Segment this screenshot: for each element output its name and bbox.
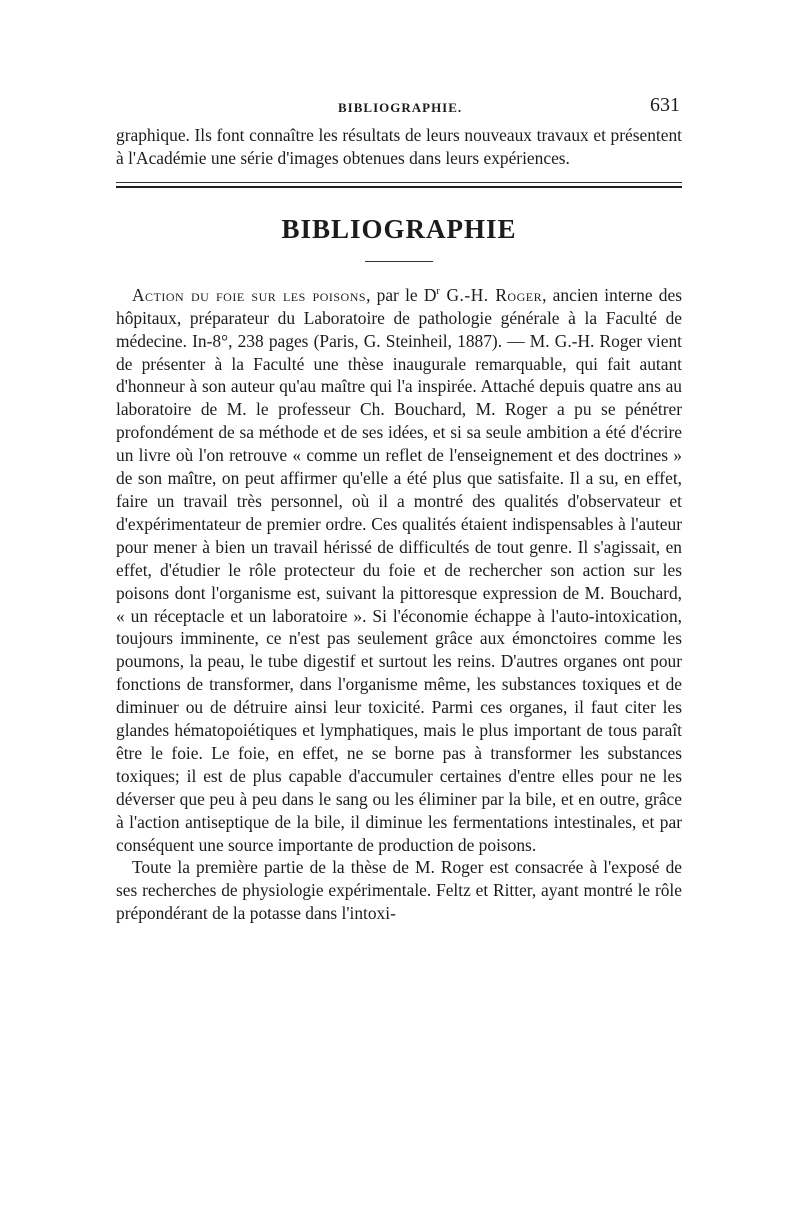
author-name: G.-H. Roger bbox=[439, 284, 543, 305]
bibliography-section bbox=[116, 284, 682, 925]
entry-by: , par le D bbox=[366, 284, 437, 305]
page-number: 631 bbox=[650, 94, 680, 116]
dr-superscript: r bbox=[436, 286, 440, 298]
section-title: BIBLIOGRAPHIE bbox=[281, 213, 517, 244]
section-divider bbox=[116, 182, 682, 188]
bibliography-entry bbox=[116, 284, 682, 857]
divider-thin-line bbox=[116, 182, 682, 183]
entry-body: , ancien interne des hôpitaux, préparateur du Laboratoire de pathologie générale à la Faculté de médecine. In-8°, 238 pages (Paris, G. Steinheil, 1887). — M. G.-H. Roger vient de présenter à la Faculté une thèse inaugurale remarquable, qui fait autant d'honneur à son auteur qu'au maître qui l'a inspirée. Attaché depuis quatre ans au laboratoire de M. le professeur Ch. Bouchard, M. Roger a pu se pénétrer profondément de sa méthode et de ses idées, et si sa seule ambition a été d'écrire un livre où l'on retrouve « comme un reflet de l'enseignement et des doctrines » de son maître, on peut affirmer qu'elle a été plus que satisfaite. Il a su, en effet, faire un travail très personnel, où il a montré des qualités d'observateur et d'expérimentateur de premier ordre. Ces qualités étaient indispensables à l'auteur pour mener à bien un travail hérissé de difficultés de tout genre. Il s'agissait, en effet, d'étudier le rôle protecteur du foie et de rechercher son action sur les poisons dont l'organisme est, suivant la pittoresque expression de M. Bouchard, « un réceptacle et un laboratoire ». Si l'économie échappe à l'auto-intoxication, toujours imminente, ce n'est pas seulement grâce aux émonctoires comme les poumons, la peau, le tube digestif et surtout les reins. D'autres organes ont pour fonctions de transformer, dans l'organisme même, les substances toxiques et de diminuer ou de détruire ainsi leur toxicité. Parmi ces organes, il faut citer les glandes hématopoiétiques et lymphatiques, mais le plus important de tous paraît être le foie. Le foie, en effet, ne se borne pas à transformer les substances toxiques; il est de plus capable d'accumuler certaines d'entre elles pour ne les déverser que peu à peu dans le sang ou les éliminer par la bile, et en outre, grâce à l'action antiseptique de la bile, il diminue les fermentations intestinales, et par conséquent une source importante de production de poisons. bbox=[116, 284, 682, 855]
book-title: Action du foie sur les poisons bbox=[132, 284, 367, 305]
running-title: BIBLIOGRAPHIE. bbox=[338, 100, 463, 115]
title-underline bbox=[365, 261, 433, 262]
running-header bbox=[116, 94, 682, 124]
paragraph-2: Toute la première partie de la thèse de M. Roger est consacrée à l'exposé de ses recherches de physiologie expérimentale. Feltz et Ritter, ayant montré le rôle prépondérant de la potasse dans l'intoxi- bbox=[116, 857, 682, 924]
intro-paragraph: graphique. Ils font connaître les résultats de leurs nouveaux travaux et présentent à l'Académie une série d'images obtenues dans leurs expériences. bbox=[116, 125, 682, 168]
divider-thick-line bbox=[116, 186, 682, 188]
intro-paragraph-block bbox=[116, 124, 682, 170]
book-page bbox=[116, 94, 682, 925]
